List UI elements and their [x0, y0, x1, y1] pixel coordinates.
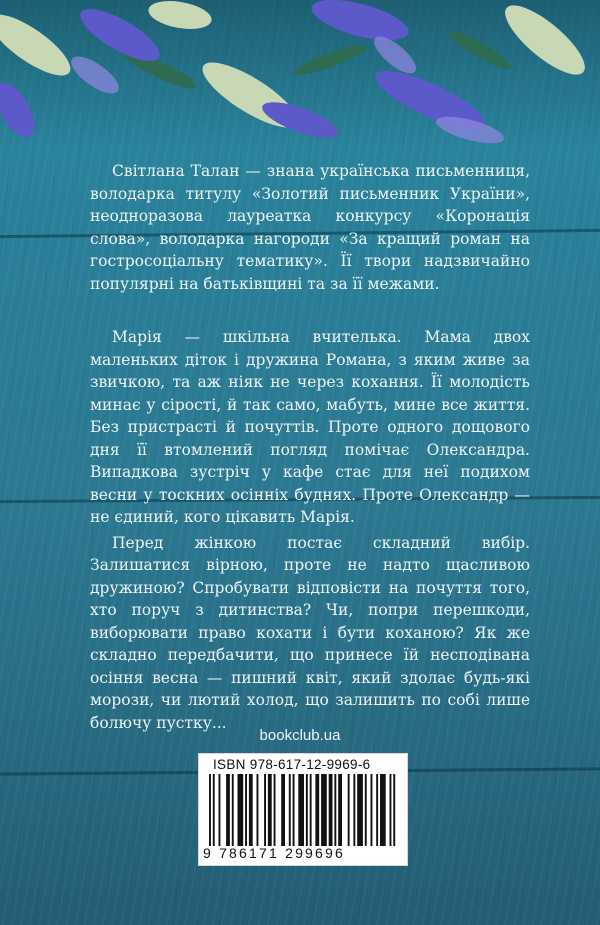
author-bio-paragraph: Світлана Талан — знана українська письменниця, володарка титулу «Золотий письменник України», неодноразова лауреатка конкурсу «Коронація слова», володарка нагороди «За кращий роман на гостросоціальну тематику». Її твори надзвичайно популярні на батьківщині та за її межами.: [90, 162, 530, 293]
barcode-bar: [289, 774, 291, 846]
barcode-bar: [257, 774, 259, 846]
barcode-bar: [268, 774, 272, 846]
barcode-bar: [306, 774, 308, 846]
author-bio: [90, 160, 530, 295]
barcode-bar: [264, 774, 266, 846]
barcode-bar: [315, 774, 319, 846]
barcode-bar: [393, 774, 395, 846]
barcode-bar: [298, 774, 304, 846]
barcode-bar: [245, 774, 247, 846]
barcode-bar: [321, 774, 327, 846]
barcode-bar: [371, 774, 373, 846]
barcode-bar: [365, 774, 367, 846]
isbn-label: ISBN 978-617-12-9969-6: [213, 757, 371, 772]
barcode-bar: [226, 774, 230, 846]
barcode-bar: [353, 774, 355, 846]
barcode-bar: [334, 774, 336, 846]
publisher-website: bookclub.ua: [259, 727, 341, 744]
barcode-bar: [232, 774, 234, 846]
barcode-bar: [310, 774, 312, 846]
barcode-bar: [219, 774, 221, 846]
barcode-bar: [249, 774, 253, 846]
barcode-bar: [380, 774, 386, 846]
book-blurb: [90, 326, 530, 734]
ean-digits: 9 786171 299696: [203, 845, 345, 861]
barcode-bar: [390, 774, 392, 846]
lupine-flowers-illustration: [0, 0, 600, 160]
barcode-bar: [357, 774, 363, 846]
blurb-paragraph: Перед жінкою постає складний вибір. Залишатися вірною, проте не надто щасливою дружиною? Спробувати відповісти на почуття того, хто поруч з дитинства? Чи, попри перешкоди, виборювати право кохати і бути коханою? Як же складно передбачити, що принесе їй несподівана осіння весна — пишний квіт, який здолає будь-які морози, чи лютий холод, що залишить по собі лише болючу пустку...: [90, 533, 530, 732]
barcode-bar: [293, 774, 295, 846]
barcode-bar: [329, 774, 333, 846]
blurb-paragraph: Марія — шкільна вчителька. Мама двох маленьких діток і дружина Романа, з яким живе за звичкою, та аж ніяк не через кохання. Її молодість минає у сірості, й так само, мабуть, мине все життя. Без пристрасті й почуттів. Проте одного дощового дня її втомлений погляд помічає Олександра. Випадкова зустріч у кафе стає для неї подихом весни у тоскних осінніх буднях. Проте Олександр — не єдиний, кого цікавить Марія.: [90, 328, 530, 526]
barcode-bar: [209, 774, 211, 846]
barcode-bar: [281, 774, 285, 846]
barcode-bar: [338, 774, 342, 846]
barcode-bar: [213, 774, 215, 846]
barcode-bar: [348, 774, 350, 846]
barcode-bar: [376, 774, 378, 846]
isbn-barcode: [198, 753, 408, 866]
barcode-bar: [238, 774, 244, 846]
barcode-bars: [209, 774, 399, 846]
barcode-bar: [274, 774, 276, 846]
